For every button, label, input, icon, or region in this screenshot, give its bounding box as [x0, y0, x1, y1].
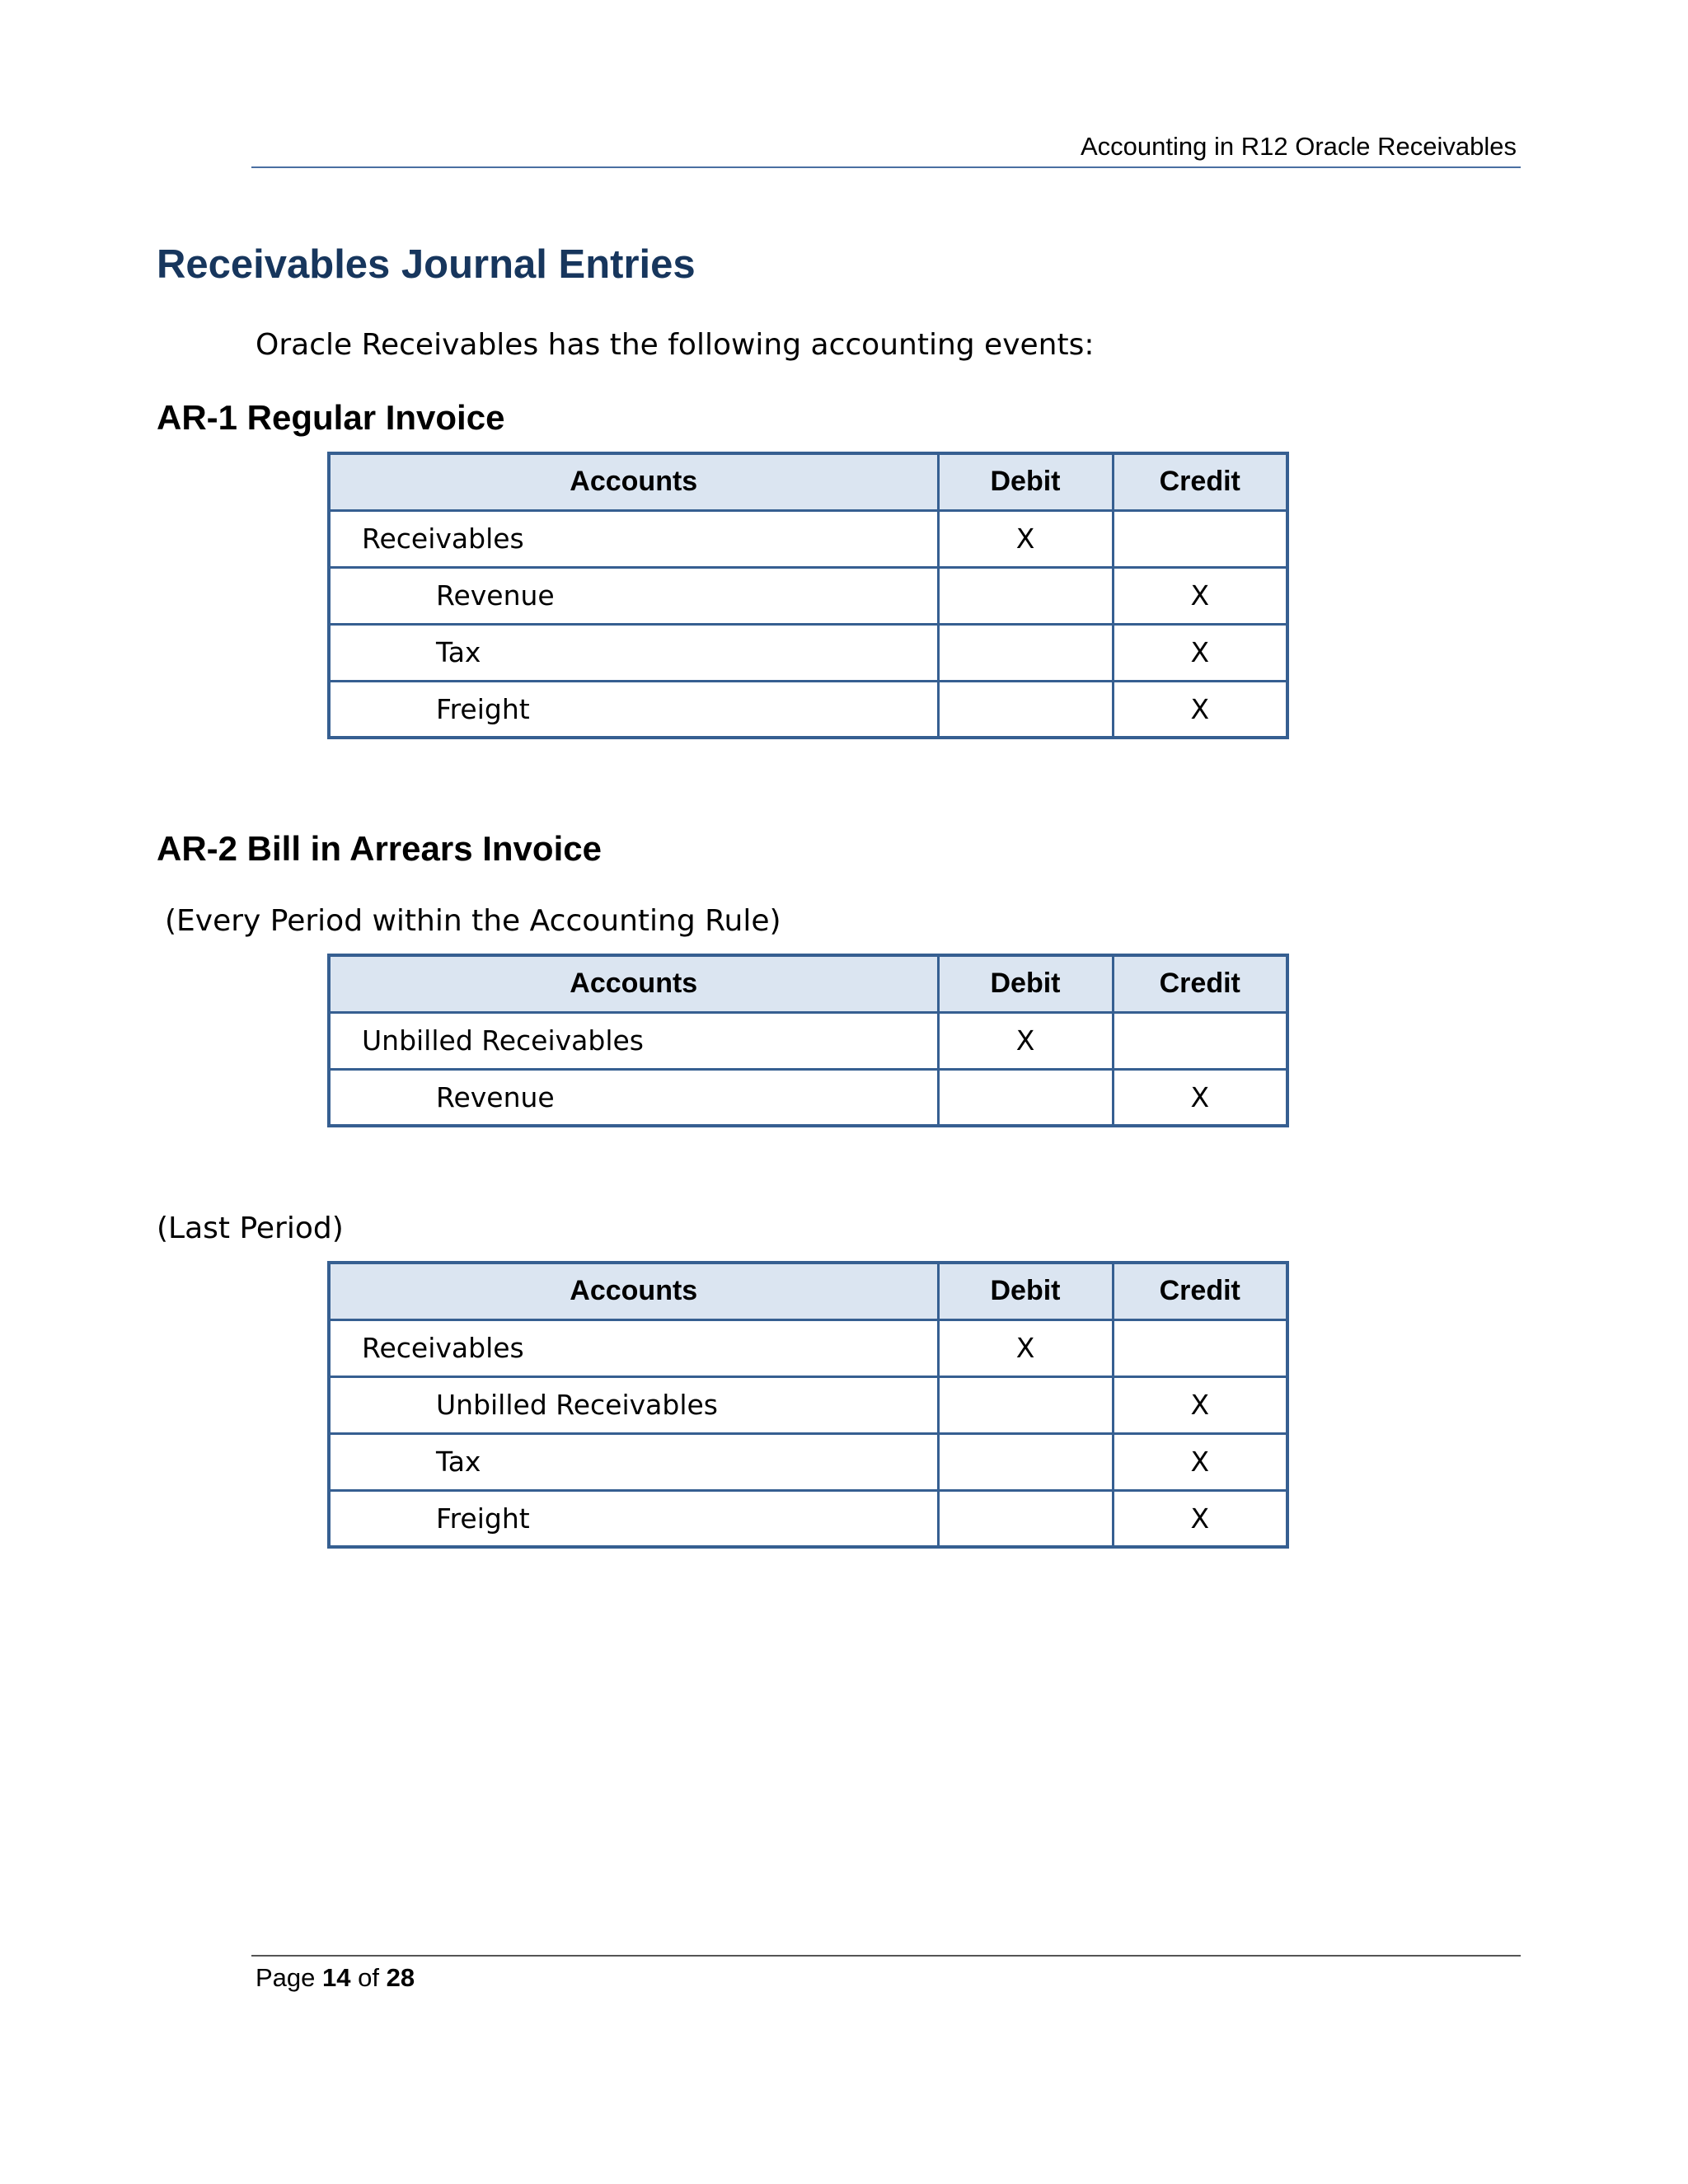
current-page: 14	[322, 1963, 351, 1992]
accounts-header: Accounts	[329, 955, 938, 1012]
page-number	[256, 1963, 415, 1993]
intro-text: Oracle Receivables has the following accounting events:	[256, 328, 1095, 362]
debit-header: Debit	[938, 955, 1113, 1012]
debit-cell	[938, 1376, 1113, 1433]
account-cell: Freight	[329, 1490, 938, 1547]
accounts-header: Accounts	[329, 453, 938, 510]
of-word: of	[358, 1963, 379, 1992]
table-row	[329, 624, 1287, 681]
account-cell: Unbilled Receivables	[329, 1012, 938, 1069]
credit-cell	[1113, 510, 1287, 567]
table-header-row	[329, 955, 1287, 1012]
ar1-heading: AR-1 Regular Invoice	[157, 398, 505, 437]
debit-header: Debit	[938, 453, 1113, 510]
account-cell: Freight	[329, 681, 938, 738]
credit-cell: X	[1113, 1069, 1287, 1126]
credit-header: Credit	[1113, 453, 1287, 510]
page-word: Page	[256, 1963, 316, 1992]
credit-cell: X	[1113, 1490, 1287, 1547]
debit-cell: X	[938, 1319, 1113, 1376]
credit-cell: X	[1113, 624, 1287, 681]
table-header-row	[329, 453, 1287, 510]
debit-cell	[938, 567, 1113, 624]
debit-cell: X	[938, 1012, 1113, 1069]
ar2-every-period-table	[327, 954, 1289, 1127]
debit-cell	[938, 681, 1113, 738]
debit-cell: X	[938, 510, 1113, 567]
account-cell: Receivables	[329, 510, 938, 567]
account-cell: Tax	[329, 624, 938, 681]
credit-cell: X	[1113, 567, 1287, 624]
table-row	[329, 1319, 1287, 1376]
debit-cell	[938, 624, 1113, 681]
ar1-table	[327, 452, 1289, 739]
account-cell: Revenue	[329, 1069, 938, 1126]
table-row	[329, 681, 1287, 738]
table-row	[329, 1069, 1287, 1126]
account-cell: Tax	[329, 1433, 938, 1490]
table-header-row	[329, 1263, 1287, 1319]
debit-header: Debit	[938, 1263, 1113, 1319]
debit-cell	[938, 1490, 1113, 1547]
table-row	[329, 1376, 1287, 1433]
ar2-last-period-table	[327, 1261, 1289, 1549]
page-footer	[251, 1955, 1521, 1992]
credit-cell	[1113, 1319, 1287, 1376]
table-row	[329, 1012, 1287, 1069]
header-text: Accounting in R12 Oracle Receivables	[1081, 132, 1517, 161]
every-period-label: (Every Period within the Accounting Rule)	[165, 904, 781, 938]
table-row	[329, 567, 1287, 624]
last-period-label: (Last Period)	[157, 1212, 344, 1245]
total-pages: 28	[386, 1963, 415, 1992]
table-row	[329, 1433, 1287, 1490]
account-cell: Receivables	[329, 1319, 938, 1376]
account-cell: Unbilled Receivables	[329, 1376, 938, 1433]
credit-header: Credit	[1113, 955, 1287, 1012]
table-row	[329, 1490, 1287, 1547]
debit-cell	[938, 1069, 1113, 1126]
ar2-heading: AR-2 Bill in Arrears Invoice	[157, 829, 602, 868]
accounts-header: Accounts	[329, 1263, 938, 1319]
debit-cell	[938, 1433, 1113, 1490]
credit-cell	[1113, 1012, 1287, 1069]
credit-cell: X	[1113, 1376, 1287, 1433]
credit-cell: X	[1113, 1433, 1287, 1490]
credit-cell: X	[1113, 681, 1287, 738]
table-row	[329, 510, 1287, 567]
page-header	[251, 132, 1521, 168]
credit-header: Credit	[1113, 1263, 1287, 1319]
page-title: Receivables Journal Entries	[157, 242, 696, 287]
account-cell: Revenue	[329, 567, 938, 624]
